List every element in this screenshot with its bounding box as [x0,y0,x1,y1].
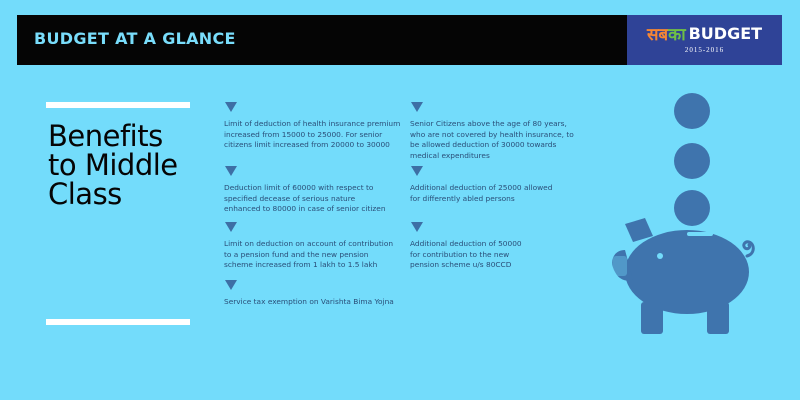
triangle-bullet-icon [225,222,237,232]
header-title: BUDGET AT A GLANCE [34,29,236,48]
benefit-text: Senior Citizens above the age of 80 years, who are not covered by health insurance, to be allowed deduction of 30000 towards medical expenditures [410,119,574,160]
benefit-item [224,280,414,308]
triangle-bullet-icon [225,280,237,290]
benefit-text: Additional deduction of 50000 for contribution to the new pension scheme u/s 80CCD [410,239,522,269]
triangle-bullet-icon [225,166,237,176]
logo-years: 2015-2016 [684,46,725,54]
piggy-bank-icon [605,210,765,340]
section-title: Benefits to Middle Class [48,119,178,211]
logo-hindi-text [647,25,686,45]
benefit-item [224,166,414,215]
benefit-item [410,166,600,204]
triangle-bullet-icon [411,222,423,232]
benefit-item [224,102,414,151]
sabka-budget-logo [627,15,782,65]
benefit-text: Service tax exemption on Varishta Bima Yojna [224,297,394,306]
benefit-text: Additional deduction of 25000 allowed for differently abled persons [410,183,553,203]
benefit-item [224,222,414,271]
logo-hindi-part1: सब [646,25,669,45]
benefit-text: Limit of deduction of health insurance premium increased from 15000 to 25000. For senior citizens limit increased from 20000 to 30000 [224,119,401,149]
triangle-bullet-icon [411,166,423,176]
triangle-bullet-icon [225,102,237,112]
logo-wordmark [627,22,782,45]
benefit-item [410,222,600,271]
logo-budget-word: BUDGET [688,24,763,43]
bottom-divider [46,319,190,325]
top-divider [46,102,190,108]
logo-hindi-part2: का [668,25,686,45]
benefit-text: Limit on deduction on account of contribution to a pension fund and the new pension scheme increased from 1 lakh to 1.5 lakh [224,239,394,269]
coin-icon [674,93,710,129]
benefit-text: Deduction limit of 60000 with respect to specified decease of serious nature enhanced to 80000 in case of senior citizen [224,183,386,213]
coin-icon [674,143,710,179]
benefit-item [410,102,600,161]
triangle-bullet-icon [411,102,423,112]
